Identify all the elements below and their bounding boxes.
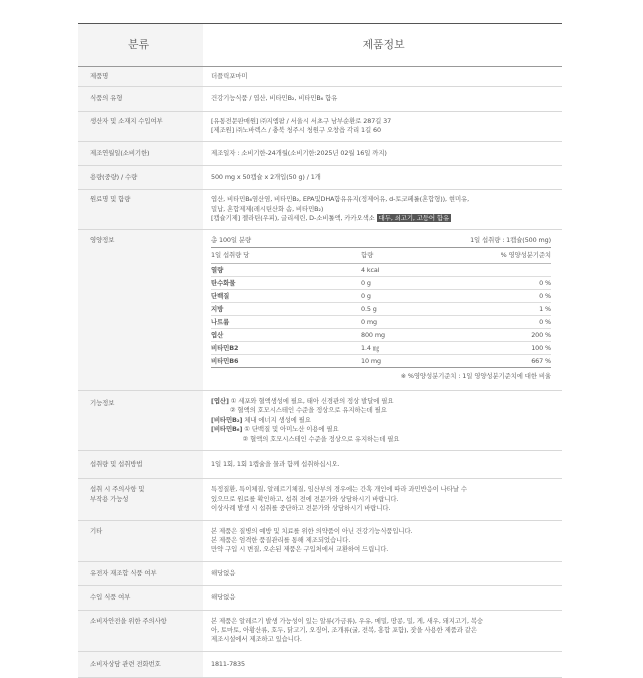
row-label: 식품의 유형 (78, 87, 203, 111)
row-value: 500 mg x 50캡슐 x 2개입(50 g) / 1개 (203, 166, 562, 190)
row-value: 본 제품은 알레르기 발생 가능성이 있는 알류(가금류), 우유, 메밀, 땅콩, 밀, 게, 새우, 돼지고기, 복숭 아, 토마토, 아황산류, 호두, 닭고기, 오징어, 조개류(굴, 전복, 홍합 포함), 잣을 사용한 제품과 같은 제조시설에서 제조하고 있습니다. (203, 610, 562, 651)
row-label: 기타 (78, 520, 203, 561)
row-value: [유통전문판매원] ㈜지엠팜 / 서울시 서초구 남부순환로 287길 37 [제조원] ㈜노바렉스 / 충북 청주시 청원구 오창읍 각리 1길 60 (203, 111, 562, 141)
row-value: 더플릭포마미 (203, 67, 562, 87)
table-row (78, 87, 562, 111)
table-row (78, 450, 562, 478)
function-value: [엽산] ① 세포와 혈액생성에 필요, 태아 신경관의 정상 발달에 필요 ② 혈액의 호모시스테인 수준을 정상으로 유지하는데 필요 [비타민B₂] 체내 에너지 생성에 필요 [비타민B₆] ① 단백질 및 아미노산 이용에 필요 ② 혈액의 호모시스테인 수준을 정상으로 유지하는데 필요 (203, 390, 562, 450)
row-label: 섭취량 및 섭취방법 (78, 450, 203, 478)
row-value: 1811-7835 (203, 651, 562, 677)
table-row (78, 651, 562, 677)
table-row (78, 111, 562, 141)
header-category: 분류 (78, 24, 203, 67)
nutrition-item: 탄수화물 0 g 0 % (211, 277, 551, 290)
header-product-info: 제품정보 (203, 24, 562, 67)
table-row (78, 520, 562, 561)
row-label: 수입 식품 여부 (78, 586, 203, 610)
nutrition-total: 총 100일 분량 (211, 235, 252, 244)
nutrition-note: ※ %영양성분기준치 : 1일 영양성분기준치에 대한 비율 (400, 372, 551, 381)
ingredients-row (78, 190, 562, 229)
allergen-highlight: 대두, 쇠고기, 고등어 함유 (378, 214, 450, 223)
product-info-table (78, 23, 562, 678)
nutrition-value (203, 229, 562, 390)
row-label: 영양정보 (78, 229, 203, 390)
row-label: 생산자 및 소재지 수입여부 (78, 111, 203, 141)
nutrition-item: 단백질 0 g 0 % (211, 290, 551, 303)
nutrition-facts (211, 236, 551, 382)
row-label: 제조연월일(소비기한) (78, 141, 203, 165)
nutrition-item: 비타민B6 10 mg 667 % (211, 355, 551, 368)
row-label: 기능정보 (78, 390, 203, 450)
nutrition-item: 비타민B2 1.4 ㎎ 100 % (211, 342, 551, 355)
table-row (78, 166, 562, 190)
row-label: 소비자안전을 위한 주의사항 (78, 610, 203, 651)
table-row (78, 141, 562, 165)
row-label: 유전자 재조합 식품 여부 (78, 561, 203, 585)
row-value: 해당없음 (203, 586, 562, 610)
nutrition-item: 열량 4 kcal (211, 264, 551, 277)
table-row (78, 67, 562, 87)
nutrition-col-percent: % 영양성분기준치 (500, 251, 551, 260)
row-label: 제품명 (78, 67, 203, 87)
row-value: 제조일자 : 소비기한-24개월(소비기한:2025년 02월 16일 까지) (203, 141, 562, 165)
row-value: 1일 1회, 1회 1캡슐을 물과 함께 섭취하십시오. (203, 450, 562, 478)
nutrition-col-serving: 1일 섭취량 당 (211, 251, 250, 260)
row-label: 원료명 및 함량 (78, 190, 203, 229)
row-value: 건강기능식품 / 엽산, 비타민B₂, 비타민B₆ 함유 (203, 87, 562, 111)
row-label: 소비자상담 관련 전화번호 (78, 651, 203, 677)
nutrition-item: 지방 0.5 g 1 % (211, 303, 551, 316)
table-row (78, 586, 562, 610)
row-value: 해당없음 (203, 561, 562, 585)
nutrition-row (78, 229, 562, 390)
ingredients-value: 엽산, 비타민B₆염산염, 비타민B₂, EPA및DHA함유유지(정제어유, d-토코페롤(혼합형)), 현미유, 밀납, 혼합제제(레시틴산화 솜, 비타민B₂) [캡슐기제] 젤라틴(우피), 글리세린, D-소비톨액, 카카오색소 대두, 쇠고기, 고등어 함유 (203, 190, 562, 229)
row-value: 본 제품은 질병의 예방 및 치료를 위한 의약품이 아닌 건강기능식품입니다. 본 제품은 엄격한 품질관리를 통해 제조되었습니다. 만약 구입 시 변질, 오손된 제품은 구입처에서 교환하여 드립니다. (203, 520, 562, 561)
product-info-sheet (78, 23, 562, 678)
row-label: 섭취 시 주의사항 및 부작용 가능성 (78, 479, 203, 520)
function-row (78, 390, 562, 450)
row-label: 용량(중량) / 수량 (78, 166, 203, 190)
nutrition-header (211, 248, 551, 264)
nutrition-serving: 1일 섭취량 : 1캡슐(500 mg) (470, 235, 551, 244)
table-header-row (78, 24, 562, 67)
table-row (78, 479, 562, 520)
nutrition-col-amount: 함량 (361, 251, 374, 260)
row-value: 특정질환, 특이체질, 알레르기체질, 임산부의 경우에는 간혹 개인에 따라 과민반응이 나타날 수 있으므로 원료를 확인하고, 섭취 전에 전문가와 상담하시기 바랍니다. 이상사례 발생 시 섭취를 중단하고 전문가와 상담하시기 바랍니다. (203, 479, 562, 520)
table-row (78, 610, 562, 651)
table-row (78, 561, 562, 585)
nutrition-item: 나트륨 0 mg 0 % (211, 316, 551, 329)
nutrition-summary (211, 236, 551, 248)
nutrition-item: 엽산 800 mg 200 % (211, 329, 551, 342)
